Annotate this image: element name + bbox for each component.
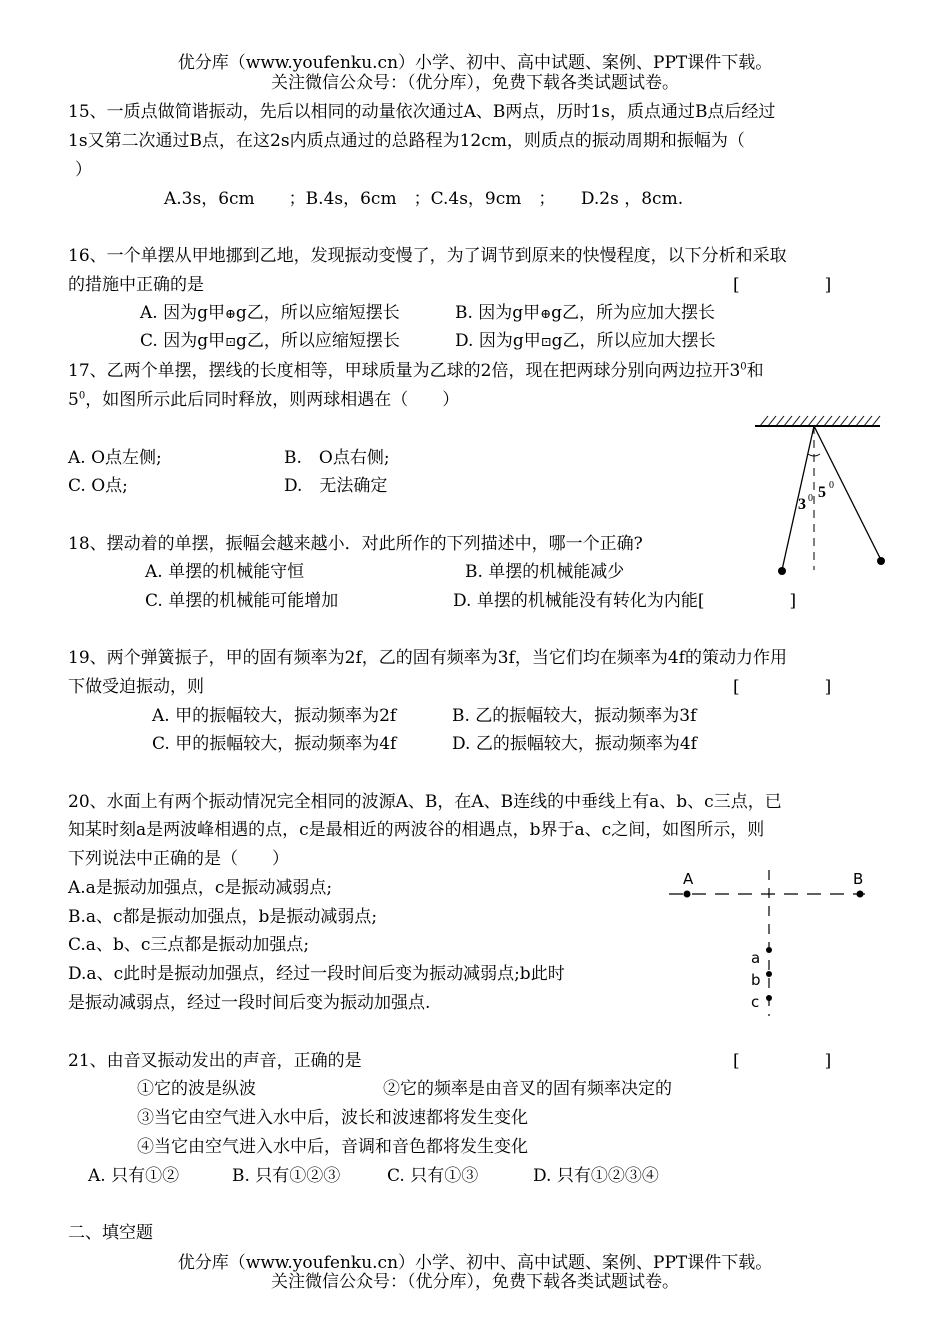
q20-option-a: A.a是振动加强点，c是振动减弱点; — [68, 878, 333, 898]
q21-line-1: 21、由音叉振动发出的声音，正确的是 — [68, 1051, 362, 1071]
footer-line-1: 优分库（www.youfenku.cn）小学、初中、高中试题、案例、PPT课件下载。 — [177, 1253, 773, 1273]
pendulum-bob-right — [877, 557, 885, 565]
q18-option-a: A. 单摆的机械能守恒 — [145, 562, 305, 582]
q18-line-1: 18、摆动着的单摆，振幅会越来越小．对此所作的下列描述中，哪一个正确? — [68, 534, 643, 554]
q16-option-b: B. 因为g甲⊕g乙，所为应加大摆长 — [455, 303, 715, 323]
q18-option-c: C. 单摆的机械能可能增加 — [145, 591, 339, 611]
header-line-2: 关注微信公众号：（优分库），免费下载各类试题试卷。 — [271, 73, 679, 93]
greater-symbol: ⊕ — [540, 307, 552, 322]
footer-line-2: 关注微信公众号：（优分库），免费下载各类试题试卷。 — [271, 1272, 679, 1292]
q19-option-d: D. 乙的振幅较大，振动频率为4f — [452, 734, 697, 754]
pendulum-figure — [750, 410, 890, 580]
point-c — [766, 995, 772, 1001]
q17-option-b: B. O点右侧; — [284, 448, 390, 468]
q18-answer-bracket: [ ] — [697, 591, 797, 611]
q20-option-d-line-1: D.a、c此时是振动加强点，经过一段时间后变为振动减弱点;b此时 — [68, 964, 565, 984]
q19-option-a: A. 甲的振幅较大，振动频率为2f — [152, 706, 397, 726]
wave-sources-figure — [665, 868, 875, 1018]
q20-line-3: 下列说法中正确的是（ ） — [68, 849, 289, 869]
header-line-1: 优分库（www.youfenku.cn）小学、初中、高中试题、案例、PPT课件下载。 — [177, 53, 773, 73]
source-b-point — [857, 891, 864, 898]
source-b-label: B — [853, 870, 864, 888]
q16-option-a: A. 因为g甲⊕g乙，所以应缩短摆长 — [140, 303, 400, 323]
q18-option-b: B. 单摆的机械能减少 — [465, 562, 625, 582]
q20-option-c: C.a、b、c三点都是振动加强点; — [68, 935, 310, 955]
q17-option-a: A. O点左侧; — [68, 448, 162, 468]
q19-option-b: B. 乙的振幅较大，振动频率为3f — [452, 706, 697, 726]
q21-statement-1: ①它的波是纵波 — [137, 1079, 256, 1099]
q20-option-b: B.a、c都是振动加强点，b是振动减弱点; — [68, 907, 378, 927]
q21-statement-2: ②它的频率是由音叉的固有频率决定的 — [383, 1079, 672, 1099]
pendulum-bob-left — [778, 567, 786, 575]
q18-option-d: D. 单摆的机械能没有转化为内能[ ] — [453, 591, 797, 611]
q19-line-1: 19、两个弹簧振子，甲的固有频率为2f，乙的固有频率为3f，当它们均在频率为4f的策动力作用 — [68, 648, 787, 668]
q16-line-1: 16、一个单摆从甲地挪到乙地，发现振动变慢了，为了调节到原来的快慢程度，以下分析和采取 — [68, 246, 787, 266]
source-a-point — [684, 891, 691, 898]
q19-line-2: 下做受迫振动，则 — [68, 677, 204, 697]
q20-line-1: 20、水面上有两个振动情况完全相同的波源A、B，在A、B连线的中垂线上有a、b、c三点，已 — [68, 792, 782, 812]
greater-symbol: ⊕ — [224, 307, 236, 322]
section-2-title: 二、填空题 — [68, 1223, 153, 1243]
q21-option-c: C. 只有①③ — [387, 1166, 479, 1186]
q16-option-d: D. 因为g甲⊡g乙，所以应加大摆长 — [455, 331, 716, 351]
q15-line-2: 1s又第二次通过B点，在这2s内质点通过的总路程为12cm，则质点的振动周期和振幅为（ — [68, 131, 745, 151]
point-a-label: a — [751, 949, 761, 967]
q20-option-d-line-2: 是振动减弱点，经过一段时间后变为振动加强点. — [68, 993, 431, 1013]
q21-answer-bracket: [ ] — [733, 1051, 832, 1071]
q16-answer-bracket: [ ] — [733, 275, 832, 295]
point-a — [766, 947, 772, 953]
q17-option-c: C. O点; — [68, 476, 128, 496]
q15-line-3: ） — [75, 160, 92, 180]
q21-option-b: B. 只有①②③ — [232, 1166, 341, 1186]
q21-option-a: A. 只有①② — [88, 1166, 180, 1186]
source-a-label: A — [683, 870, 694, 888]
q15-line-1: 15、一质点做简谐振动，先后以相同的动量依次通过A、B两点，历时1s，质点通过B点后经过 — [68, 102, 776, 122]
svg-text:0: 0 — [808, 493, 813, 504]
q20-line-2: 知某时刻a是两波峰相遇的点，c是最相近的两波谷的相遇点，b界于a、c之间，如图所示，则 — [68, 820, 765, 840]
point-b — [766, 971, 772, 977]
q16-option-c: C. 因为g甲⊡g乙，所以应缩短摆长 — [140, 331, 400, 351]
q19-option-c: C. 甲的振幅较大，振动频率为4f — [152, 734, 397, 754]
less-symbol: ⊡ — [540, 335, 552, 350]
q21-statement-3: ③当它由空气进入水中后，波长和波速都将发生变化 — [137, 1108, 528, 1128]
q17-option-d: D. 无法确定 — [284, 476, 388, 496]
fig-label-5: 5 — [818, 484, 826, 501]
q19-answer-bracket: [ ] — [733, 677, 832, 697]
fig-label-3: 3 — [798, 496, 806, 513]
q17-line-2: $5^0$，如图所示此后同时释放，则两球相遇在（ ） — [68, 390, 460, 410]
q17-line-1: 17、乙两个单摆，摆线的长度相等，甲球质量为乙球的2倍，现在把两球分别向两边拉开$3^0$和 — [68, 361, 764, 381]
q16-line-2: 的措施中正确的是 — [68, 275, 204, 295]
less-symbol: ⊡ — [225, 335, 236, 350]
svg-text:0: 0 — [829, 480, 834, 491]
point-b-label: b — [751, 971, 761, 989]
q21-statement-4: ④当它由空气进入水中后，音调和音色都将发生变化 — [137, 1137, 528, 1157]
q15-options: A.3s，6cm ；B.4s，6cm ；C.4s，9cm ； D.2s ，8cm. — [164, 189, 684, 209]
q21-option-d: D. 只有①②③④ — [533, 1166, 659, 1186]
point-c-label: c — [751, 993, 760, 1011]
